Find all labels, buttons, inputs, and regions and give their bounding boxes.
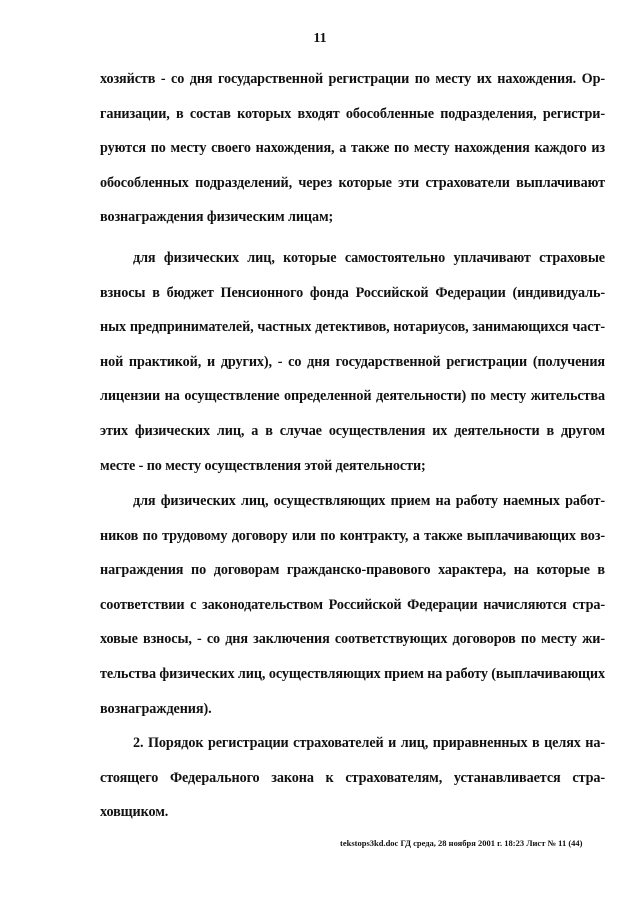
paragraph-line: вознаграждения). xyxy=(100,700,212,717)
paragraph-line: ных предпринимателей, частных детективов, нотариусов, занимающихся част- xyxy=(100,319,605,336)
paragraph-3 xyxy=(100,484,605,726)
paragraph-line: тельства физических лиц, осуществляющих прием на работу (выплачивающих xyxy=(100,665,606,682)
paragraph-line: ховые взносы, - со дня заключения соответствующих договоров по месту жи- xyxy=(100,631,605,648)
paragraph-line: ной практикой, и других), - со дня государственной регистрации (получения xyxy=(100,353,605,370)
paragraph-line: соответствии с законодательством Российской Федерации начисляются стра- xyxy=(100,596,605,613)
paragraph-4 xyxy=(100,726,605,830)
paragraph-line: месте - по месту осуществления этой деятельности; xyxy=(100,457,426,474)
paragraph-line: ховщиком. xyxy=(100,804,169,821)
paragraph-line: стоящего Федерального закона к страхователям, устанавливается стра- xyxy=(100,769,605,786)
paragraph-line: для физических лиц, которые самостоятельно уплачивают страховые xyxy=(133,250,605,266)
paragraph-line: награждения по договорам гражданско-правового характера, на которые в xyxy=(100,562,605,579)
page-number: 11 xyxy=(313,31,327,46)
paragraph-line: для физических лиц, осуществляющих прием на работу наемных работ- xyxy=(133,493,605,509)
paragraph-line: руются по месту своего нахождения, а также по месту нахождения каждого из xyxy=(100,140,605,157)
paragraph-line: обособленных подразделений, через которые эти страхователи выплачивают xyxy=(100,174,605,191)
paragraph-line: лицензии на осуществление определенной деятельности) по месту жительства xyxy=(100,388,605,405)
paragraph-1 xyxy=(100,62,605,235)
document-footer: tekstops3kd.doc ГД среда, 28 ноября 2001 г. 18:23 Лист № 11 (44) xyxy=(340,838,583,848)
paragraph-line: хозяйств - со дня государственной регистрации по месту их нахождения. Ор- xyxy=(100,71,605,87)
paragraph-line: ников по трудовому договору или по контракту, а также выплачивающих воз- xyxy=(100,527,605,544)
paragraph-2 xyxy=(100,241,605,483)
paragraph-line: этих физических лиц, а в случае осуществления их деятельности в другом xyxy=(100,422,605,439)
paragraph-line: взносы в бюджет Пенсионного фонда Российской Федерации (индивидуаль- xyxy=(100,284,605,301)
paragraph-line: ганизации, в состав которых входят обособленные подразделения, регистри- xyxy=(100,105,605,122)
paragraph-line: вознаграждения физическим лицам; xyxy=(100,209,334,226)
paragraph-line: 2. Порядок регистрации страхователей и лиц, приравненных в целях на- xyxy=(133,735,605,751)
